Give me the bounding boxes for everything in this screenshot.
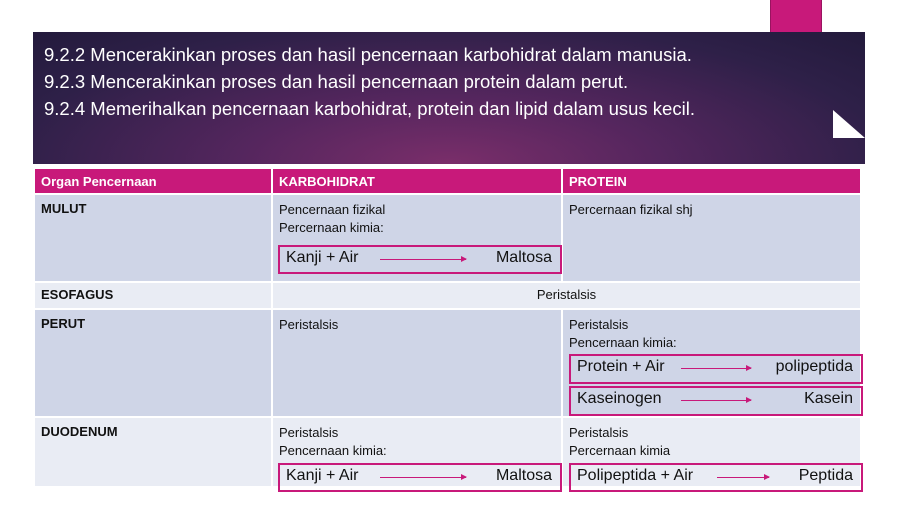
product-label: Peptida (798, 467, 853, 484)
reactant-label: Kanji + Air (286, 249, 359, 266)
cell-line: Pencernaan fizikal (279, 202, 386, 217)
organ-cell: PERUT (35, 310, 271, 416)
objective-3: 9.2.4 Memerihalkan pencernaan karbohidrat, protein dan lipid dalam usus kecil. (44, 98, 695, 119)
arrow-icon (717, 477, 769, 478)
equation-duodenum-karbo (278, 463, 562, 492)
digestion-table (33, 167, 862, 488)
product-label: Maltosa (495, 249, 552, 266)
header-protein: PROTEIN (563, 169, 860, 193)
product-label: polipeptida (775, 358, 853, 375)
arrow-icon (380, 259, 466, 260)
product-label: Maltosa (495, 467, 552, 484)
cell-line: Pencernaan kimia: (569, 335, 677, 350)
karbo-cell (273, 310, 561, 416)
reactant-label: Kanji + Air (286, 467, 359, 484)
arrow-icon (380, 477, 466, 478)
header-organ: Organ Pencernaan (35, 169, 271, 193)
arrow-icon (681, 400, 751, 401)
reactant-label: Protein + Air (577, 358, 665, 375)
protein-cell (563, 195, 860, 281)
cell-line: Peristalsis (569, 317, 629, 332)
cell-line: Percernaan kimia (569, 443, 671, 458)
header-karbohidrat: KARBOHIDRAT (273, 169, 561, 193)
objective-2: 9.2.3 Mencerakinkan proses dan hasil pencernaan protein dalam perut. (44, 71, 629, 92)
arrow-icon (681, 368, 751, 369)
reactant-label: Polipeptida + Air (577, 467, 694, 484)
learning-objectives (44, 41, 824, 122)
cell-line: Percernaan kimia: (279, 220, 384, 235)
product-label: Kasein (804, 390, 853, 407)
equation-perut-protein-2 (569, 386, 863, 416)
banner-corner (833, 110, 865, 138)
merged-cell: Peristalsis (273, 283, 860, 308)
reactant-label: Kaseinogen (577, 390, 662, 407)
objective-1: 9.2.2 Mencerakinkan proses dan hasil pencernaan karbohidrat dalam manusia. (44, 44, 692, 65)
cell-line: Pencernaan kimia: (279, 443, 387, 458)
equation-mulut-karbo (278, 245, 562, 274)
equation-duodenum-protein (569, 463, 863, 492)
cell-line: Percernaan fizikal shj (569, 202, 693, 217)
organ-cell: ESOFAGUS (35, 283, 271, 308)
table-header-row (35, 169, 860, 193)
equation-perut-protein-1 (569, 354, 863, 384)
organ-cell: MULUT (35, 195, 271, 281)
cell-line: Peristalsis (279, 425, 339, 440)
organ-cell: DUODENUM (35, 418, 271, 486)
cell-line: Peristalsis (569, 425, 629, 440)
cell-line: Peristalsis (279, 317, 339, 332)
table-row-esofagus (35, 283, 860, 308)
